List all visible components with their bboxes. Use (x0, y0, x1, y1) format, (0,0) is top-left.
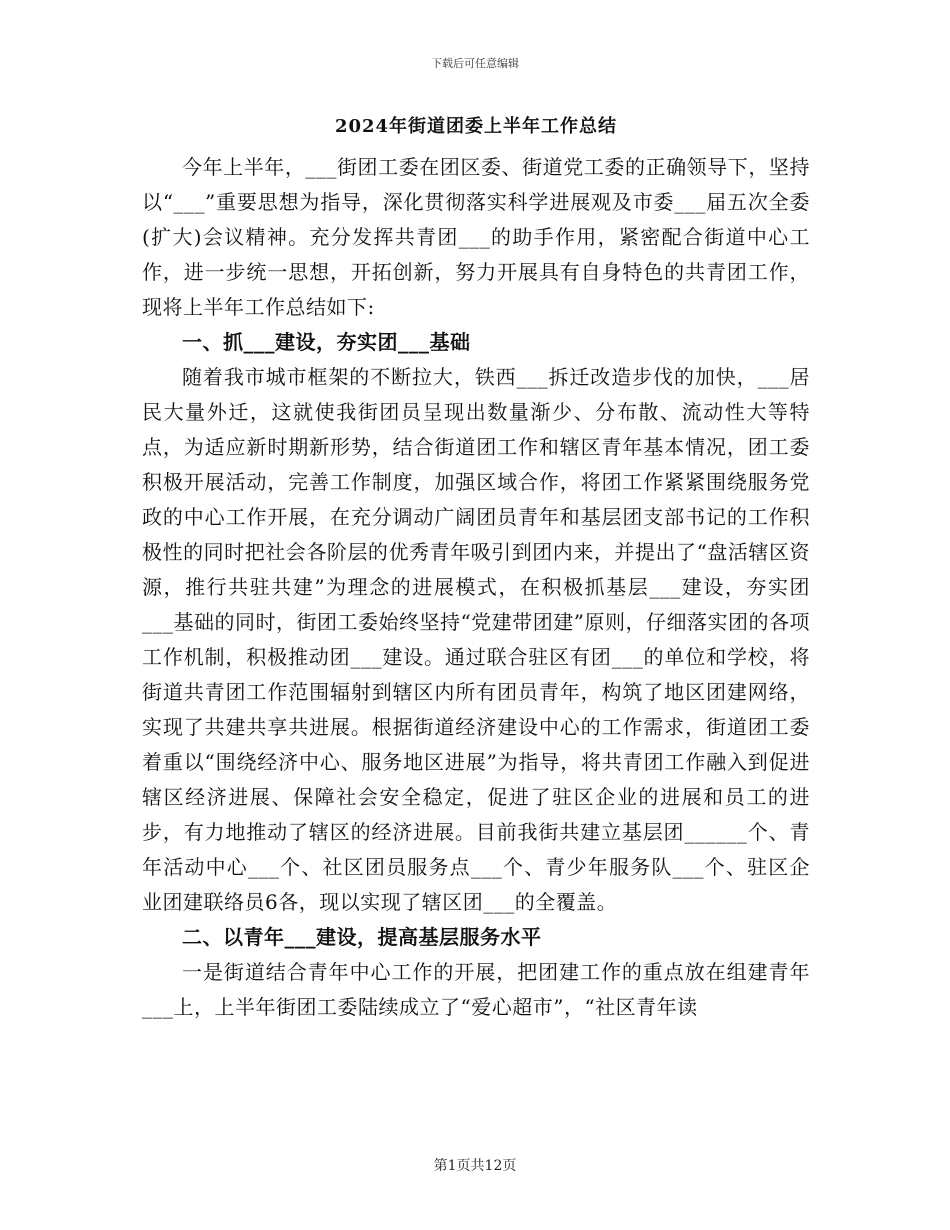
document-body (142, 112, 810, 1025)
section-2-paragraph: 一是街道结合青年中心工作的开展，把团建工作的重点放在组建青年___上，上半年街团工委陆续成立了“爱心超市”，“社区青年读 (142, 960, 810, 1019)
section-heading-2: 二、以青年___建设，提高基层服务水平 (182, 925, 542, 949)
intro-paragraph: 今年上半年，___街团工委在团区委、街道党工委的正确领导下，坚持以“___”重要思想为指导，深化贯彻落实科学进展观及市委___届五次全委(扩大)会议精神。充分发挥共青团___的助手作用，紧密配合街道中心工作，进一步统一思想，开拓创新，努力开展具有自身特色的共青团工作，现将上半年工作总结如下: (142, 155, 810, 319)
section-heading-1: 一、抓___建设，夯实团___基础 (182, 330, 471, 354)
document-title: 2024年街道团委上半年工作总结 (334, 116, 618, 137)
page-header-note: 下载后可任意编辑 (431, 57, 519, 70)
page-number-footer: 第1页共12页 (433, 1158, 517, 1174)
section-1-paragraph: 随着我市城市框架的不断拉大，铁西___拆迁改造步伐的加快，___居民大量外迁，这就使我街团员呈现出数量渐少、分布散、流动性大等特点，为适应新时期新形势，结合街道团工作和辖区青年基本情况，团工委积极开展活动，完善工作制度，加强区域合作，将团工作紧紧围绕服务党政的中心工作开展，在充分调动广阔团员青年和基层团支部书记的工作积极性的同时把社会各阶层的优秀青年吸引到团内来，并提出了“盘活辖区资源，推行共驻共建”为理念的进展模式，在积极抓基层___建设，夯实团___基础的同时，街团工委始终坚持“党建带团建”原则，仔细落实团的各项工作机制，积极推动团___建设。通过联合驻区有团___的单位和学校，将街道共青团工作范围辐射到辖区内所有团员青年，构筑了地区团建网络，实现了共建共享共进展。根据街道经济建设中心的工作需求，街道团工委着重以“围绕经济中心、服务地区进展”为指导，将共青团工作融入到促进辖区经济进展、保障社会安全稳定，促进了驻区企业的进展和员工的进步，有力地推动了辖区的经济进展。目前我街共建立基层团______个、青年活动中心___个、社区团员服务点___个、青少年服务队___个、驻区企业团建联络员6各，现以实现了辖区团___的全覆盖。 (142, 365, 810, 914)
